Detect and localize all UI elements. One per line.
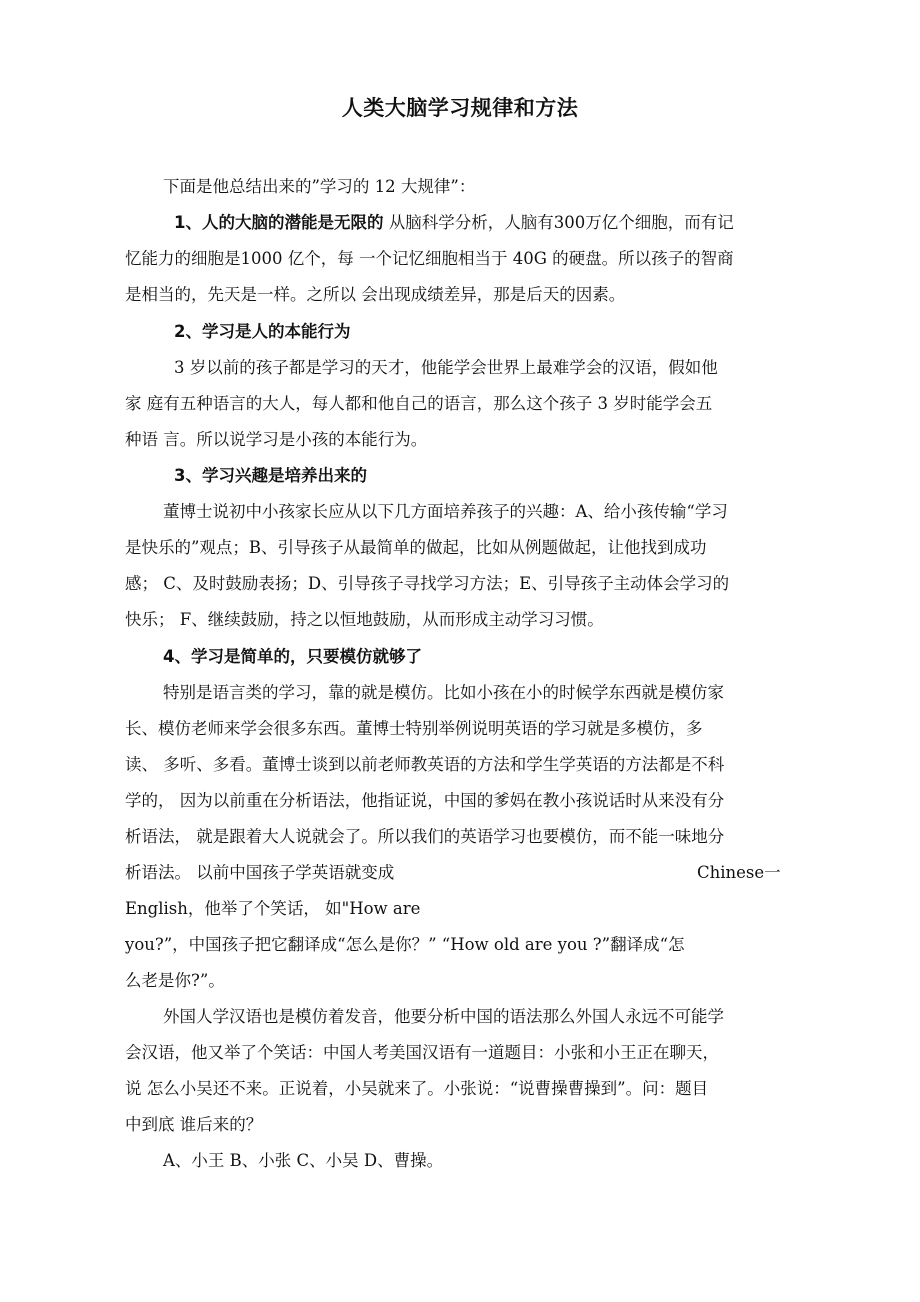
section-3-line-3: 感； C、及时鼓励表扬；D、引导孩子寻找学习方法；E、引导孩子主动体会学习的 — [125, 574, 730, 593]
section-5-line-1: 外国人学汉语也是模仿着发音，他要分析中国的语法那么外国人永远不可能学 — [163, 1007, 724, 1026]
section-1-line-3: 是相当的，先天是一样。之所以 会出现成绩差异，那是后天的因素。 — [125, 285, 626, 304]
section-1-text: 从脑科学分析，人脑有300万亿个细胞，而有记 — [383, 213, 734, 232]
section-4-line-1: 特别是语言类的学习，靠的就是模仿。比如小孩在小的时候学东西就是模仿家 — [163, 683, 724, 702]
section-5-line-2: 会汉语，他又举了个笑话：中国人考美国汉语有一道题目：小张和小王正在聊天， — [125, 1043, 719, 1062]
section-4-line-5: 析语法， 就是跟着大人说就会了。所以我们的英语学习也要模仿，而不能一味地分 — [125, 827, 725, 846]
section-4-line-6-left: 析语法。 以前中国孩子学英语就变成 — [125, 863, 395, 882]
section-2-line-2: 家 庭有五种语言的大人，每人都和他自己的语言，那么这个孩子 3 岁时能学会五 — [125, 394, 713, 413]
section-1-heading: 1、人的大脑的潜能是无限的 — [174, 213, 384, 232]
section-1-line-2: 忆能力的细胞是1000 亿个，每 一个记忆细胞相当于 40G 的硬盘。所以孩子的智商 — [125, 249, 734, 268]
section-5-line-3: 说 怎么小吴还不来。正说着，小吴就来了。小张说：“说曹操曹操到”。问：题目 — [125, 1079, 709, 1098]
section-4-line-8: you?”，中国孩子把它翻译成“怎么是你？” “How old are you ?”翻译成“怎 — [125, 935, 685, 954]
section-3-line-2: 是快乐的”观点；B、引导孩子从最简单的做起，比如从例题做起，让他找到成功 — [125, 538, 707, 557]
section-2-line-1: 3 岁以前的孩子都是学习的天才，他能学会世界上最难学会的汉语，假如他 — [174, 358, 718, 377]
section-4-line-3: 读、 多听、多看。董博士谈到以前老师教英语的方法和学生学英语的方法都是不科 — [125, 755, 725, 774]
section-3-line-4: 快乐； F、继续鼓励，持之以恒地鼓励，从而形成主动学习习惯。 — [125, 610, 604, 629]
section-4-line-9: 么老是你?”。 — [125, 971, 225, 990]
section-4-line-6-right: Chinese一 — [697, 863, 781, 882]
section-4-heading: 4、学习是简单的，只要模仿就够了 — [163, 647, 422, 666]
section-2-heading: 2、学习是人的本能行为 — [174, 322, 351, 341]
section-5-answer-options: A、小王 B、小张 C、小吴 D、曹操。 — [163, 1151, 444, 1170]
section-4-line-7: English，他举了个笑话， 如"How are — [125, 899, 421, 918]
page-title: 人类大脑学习规律和方法 — [341, 96, 579, 120]
section-4-line-2: 长、模仿老师来学会很多东西。董博士特别举例说明英语的学习就是多模仿，多 — [125, 719, 703, 738]
intro-paragraph: 下面是他总结出来的”学习的 12 大规律”： — [163, 177, 476, 196]
section-3-heading: 3、学习兴趣是培养出来的 — [174, 466, 367, 485]
section-1-line-1 — [174, 212, 734, 234]
section-3-line-1: 董博士说初中小孩家长应从以下几方面培养孩子的兴趣：A、给小孩传输“学习 — [163, 502, 728, 521]
section-5-line-4: 中到底 谁后来的？ — [125, 1115, 263, 1134]
section-4-line-4: 学的， 因为以前重在分析语法，他指证说，中国的爹妈在教小孩说话时从来没有分 — [125, 791, 725, 810]
section-2-line-3: 种语 言。所以说学习是小孩的本能行为。 — [125, 430, 428, 449]
